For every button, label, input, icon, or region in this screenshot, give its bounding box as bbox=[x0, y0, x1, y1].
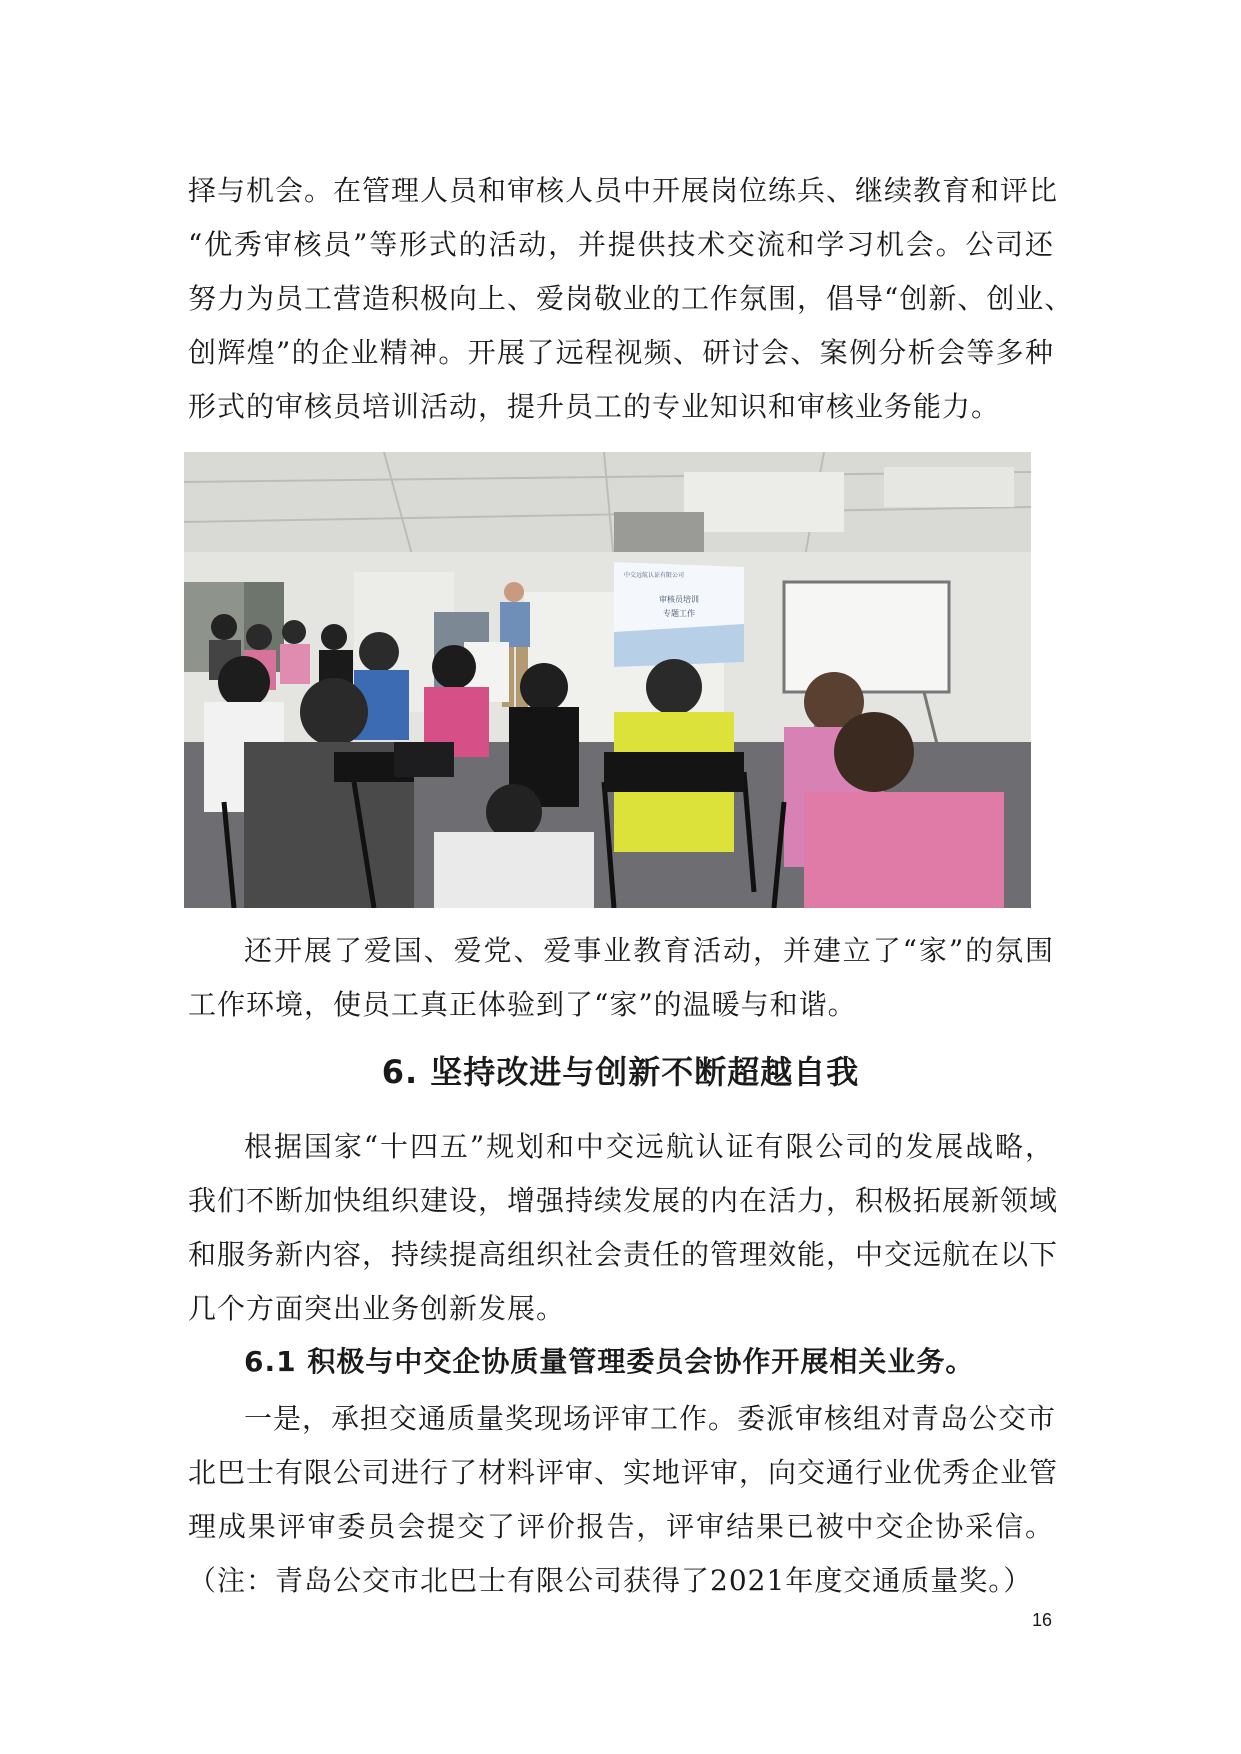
text-line: 工作环境，使员工真正体验到了“家”的温暖与和谐。 bbox=[188, 988, 857, 1021]
paragraph-strategy bbox=[188, 1120, 1059, 1336]
text-line: 择与机会。在管理人员和审核人员中开展岗位练兵、继续教育和评比 bbox=[188, 174, 1059, 207]
text-line: 努力为员工营造积极向上、爱岗敬业的工作氛围，倡导“创新、创业、 bbox=[188, 282, 1074, 315]
slide-text: 专题工作 bbox=[663, 609, 695, 618]
text-line: 形式的审核员培训活动，提升员工的专业知识和审核业务能力。 bbox=[188, 390, 1001, 423]
paragraph-quality-award bbox=[188, 1392, 1059, 1608]
text-line: “优秀审核员”等形式的活动，并提供技术交流和学习机会。公司还 bbox=[188, 228, 1054, 261]
text-line: 一是，承担交通质量奖现场评审工作。委派审核组对青岛公交市 bbox=[244, 1402, 1057, 1435]
slide-text: 中交远航认证有限公司 bbox=[623, 572, 685, 579]
text-line: 理成果评审委员会提交了评价报告，评审结果已被中交企协采信。 bbox=[188, 1510, 1054, 1543]
text-line: 和服务新内容，持续提高组织社会责任的管理效能，中交远航在以下 bbox=[188, 1238, 1059, 1271]
paragraph-training bbox=[188, 164, 1074, 434]
subsection-heading: 6.1 积极与中交企协质量管理委员会协作开展相关业务。 bbox=[244, 1345, 975, 1378]
section-heading: 6. 坚持改进与创新不断超越自我 bbox=[381, 1053, 860, 1091]
text-line: 北巴士有限公司进行了材料评审、实地评审，向交通行业优秀企业管 bbox=[188, 1456, 1059, 1489]
text-line: 几个方面突出业务创新发展。 bbox=[188, 1292, 566, 1325]
slide-text: 审核员培训 bbox=[659, 595, 699, 604]
text-line: 我们不断加快组织建设，增强持续发展的内在活力，积极拓展新领域 bbox=[188, 1184, 1059, 1217]
text-line: 还开展了爱国、爱党、爱事业教育活动，并建立了“家”的氛围 bbox=[244, 934, 1054, 967]
paragraph-family-atmosphere bbox=[188, 924, 1054, 1032]
text-line: 创辉煌”的企业精神。开展了远程视频、研讨会、案例分析会等多种 bbox=[188, 336, 1054, 369]
text-line: （注：青岛公交市北巴士有限公司获得了2021年度交通质量奖。） bbox=[188, 1564, 1033, 1597]
training-session-photo bbox=[184, 452, 1031, 908]
page-number: 16 bbox=[1032, 1610, 1053, 1630]
text-line: 根据国家“十四五”规划和中交远航认证有限公司的发展战略， bbox=[244, 1130, 1054, 1163]
